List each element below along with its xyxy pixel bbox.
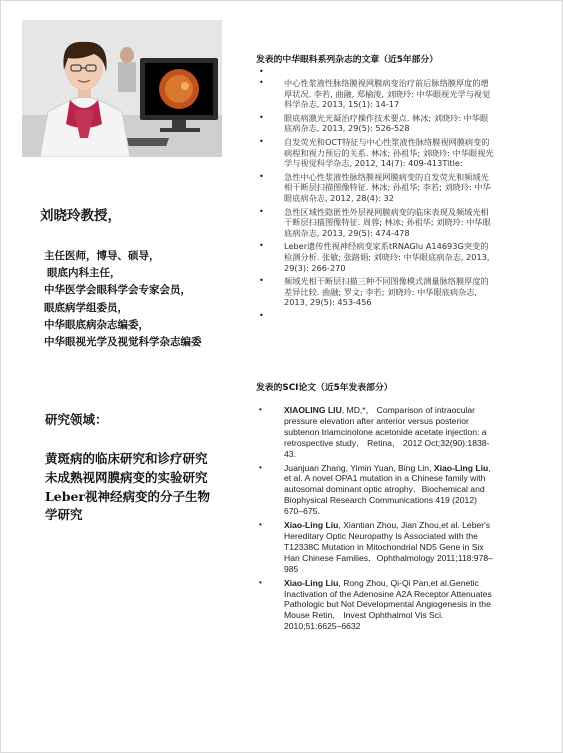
list-item — [256, 520, 496, 575]
title-line: 中华眼底病杂志编委， — [44, 318, 149, 331]
list-item: • 急性区域性隐匿性外层视网膜病变的临床表现及频域光相干断层扫描图像特征. 周蓉; 林冰; 孙祖华; 刘晓玲: 中华眼底病杂志, 2013, 29(5): 474-478 — [256, 207, 496, 239]
title-line: 眼底病学组委员， — [44, 301, 128, 314]
sci-papers-heading: 发表的SCI论文（近5年发表部分） — [256, 383, 393, 393]
research-area: 未成熟视网膜病变的实验研究 — [45, 470, 208, 485]
list-item — [256, 463, 496, 518]
list-item: • Leber遗传性视神经病变家系tRNAGlu A14693G突变的检测分析. 张敏; 张路娟; 刘晓玲: 中华眼底病杂志, 2013, 29(3): 266-270 — [256, 241, 496, 273]
list-item — [256, 405, 496, 460]
list-item: • 频域光相干断层扫描三种不同图像模式测量脉络膜厚度的差异比较. 曲融; 罗文; 李若; 刘晓玲: 中华眼底病杂志, 2013, 29(5): 453-456 — [256, 276, 496, 308]
citation-rest: , Rong Zhou, Qi-Qi Pan,et al.Genetic Inactivation of the Adenosine A2A Receptor Attenuates Pathologic but Not Developmental Angiogenesis in the Mouse Retin． Invest Ophthalmol Vis Sci. 2010;51:6625–6632 — [284, 577, 492, 632]
authors-pre: Juanjuan Zhang, Yimin Yuan, Bing Lin, — [284, 462, 434, 473]
list-item — [256, 578, 496, 633]
chinese-articles-heading: 发表的中华眼科系列杂志的文章（近5年部分） — [256, 55, 439, 65]
research-label: 研究领域： — [45, 412, 108, 427]
list-item: • 自发荧光和OCT特征与中心性浆液性脉络膜视网膜病变的病程和视力预后的关系. 林冰; 孙祖华; 刘晓玲: 中华眼视光学与视觉科学杂志, 2012, 14(7): 409-413Title: — [256, 137, 496, 169]
bold-author: Xiao-Ling Liu — [284, 577, 339, 588]
doctor-titles — [44, 248, 224, 351]
bold-author: Xiao-Ling Liu — [284, 520, 339, 531]
sci-papers-list — [256, 405, 496, 635]
research-areas — [45, 450, 220, 525]
citation-rest: , MD,*， Comparison of intraocular pressure elevation after anterior versus posterior subtenon triamcinolone acetonide acetate injection: a retrospective study． Retina， 2012 Oct;32(90):1838-43. — [284, 405, 490, 459]
list-item — [256, 311, 496, 319]
title-line: 眼底内科主任， — [47, 267, 121, 280]
list-item: • 眼底病激光光凝治疗操作技术要点. 林冰; 刘晓玲: 中华眼底病杂志, 2013, 29(5): 526-528 — [256, 113, 496, 134]
research-area: Leber视神经病变的分子生物学研究 — [45, 489, 211, 522]
citation-rest: , et al. A novel OPA1 mutation in a Chinese family with autosomal dominant optic atrophy．Biochemical and Biophysical Research Communications 419 (2012) 670–675. — [284, 462, 491, 517]
title-line: 主任医师，博导、硕导， — [44, 250, 160, 262]
title-line: 中华医学会眼科学会专家会员， — [44, 284, 191, 297]
doctor-name: 刘晓玲教授， — [40, 208, 121, 224]
citation-rest: , Xiantian Zhou, Jian Zhou,et al. Leber's Hereditary Optic Neuropathy Is Associated with the T12338C Mutation in Mitochondrial ND5 Gene in Six Han Chinese Families．Ophthalmology 2011;118:978–985 — [284, 520, 493, 574]
chinese-articles-list — [256, 67, 496, 322]
list-item: • 急性中心性浆液性脉络膜视网膜病变的自发荧光和频域光相干断层扫描图像特征. 林冰; 孙祖华; 李若; 刘晓玲: 中华眼底病杂志, 2012, 28(4): 32 — [256, 172, 496, 204]
bold-author: Xiao-Ling Liu — [433, 462, 489, 473]
portrait-illustration — [22, 20, 222, 157]
list-item — [256, 67, 496, 75]
portrait-photo — [22, 20, 222, 157]
research-area: 黄斑病的临床研究和诊疗研究 — [45, 451, 208, 466]
bold-author: XIAOLING LIU — [284, 405, 342, 415]
list-item: • 中心性浆液性脉络膜视网膜病变治疗前后脉络膜厚度的增厚状况. 李若, 曲融, 郑榆浚, 刘晓玲: 中华眼视光学与视觉科学杂志, 2013, 15(1): 14-17 — [256, 78, 496, 110]
title-line: 中华眼视光学及视觉科学杂志编委 — [44, 336, 202, 349]
